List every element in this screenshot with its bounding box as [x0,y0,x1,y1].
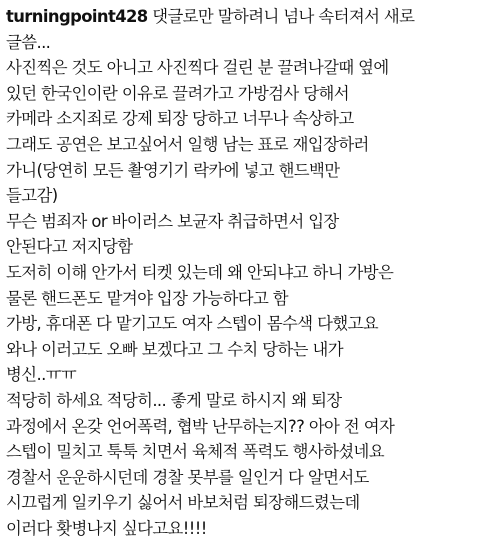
comment-text-line: 무슨 범죄자 or 바이러스 보균자 취급하면서 입장 [6,211,339,231]
comment-text-line: 경찰서 운운하시던데 경찰 못부를 일인거 다 알면서도 [6,467,369,487]
comment-text-line: 들고감) [6,186,58,206]
comment-text-line: 이러다 홧병나지 싶다고요!!!! [6,518,207,538]
comment-first-line [6,4,476,30]
comment-text-line: 과정에서 온갖 언어폭력, 협박 난무하는지?? 아아 전 여자 [6,416,395,436]
comment-text-line: 가방, 휴대폰 다 맡기고도 여자 스텝이 몸수색 다했고요 [6,314,379,334]
comment-text-line: 그래도 공연은 보고싶어서 일행 남는 표로 재입장하러 [6,134,369,154]
comment-text-line: 글씀... [6,32,51,52]
comment-text-line: 병신..ㅠㅠ [6,365,77,385]
comment-text-line: 사진찍은 것도 아니고 사진찍다 걸린 분 끌려나갈때 옆에 [6,58,389,78]
comment-text-line: 댓글로만 말하려니 넘나 속터져서 새로 [147,7,415,26]
comment-text-line: 와나 이러고도 오빠 보겠다고 그 수치 당하는 내가 [6,339,343,359]
username-link[interactable]: turningpoint428 [6,7,148,26]
comment-text-line: 적당히 하세요 적당히... 좋게 말로 하시지 왜 퇴장 [6,390,342,410]
comment-text-line: 스텝이 밀치고 툭툭 치면서 육체적 폭력도 행사하셨네요 [6,442,385,462]
comment-text-line: 카메라 소지죄로 강제 퇴장 당하고 너무나 속상하고 [6,109,354,129]
comment-text-line: 안된다고 저지당함 [6,237,133,257]
comment-text-line: 가니(당연히 모든 촬영기기 락카에 넣고 핸드백만 [6,160,340,180]
comment-text-line: 도저히 이해 안가서 티켓 있는데 왜 안되냐고 하니 가방은 [6,262,394,282]
comment-text-line: 물론 핸드폰도 맡겨야 입장 가능하다고 함 [6,288,289,308]
comment [6,4,476,541]
comment-text-line: 시끄럽게 일키우기 싫어서 바보처럼 퇴장해드렸는데 [6,493,360,513]
comment-text-line: 있던 한국인이란 이유로 끌려가고 가방검사 당해서 [6,83,349,103]
